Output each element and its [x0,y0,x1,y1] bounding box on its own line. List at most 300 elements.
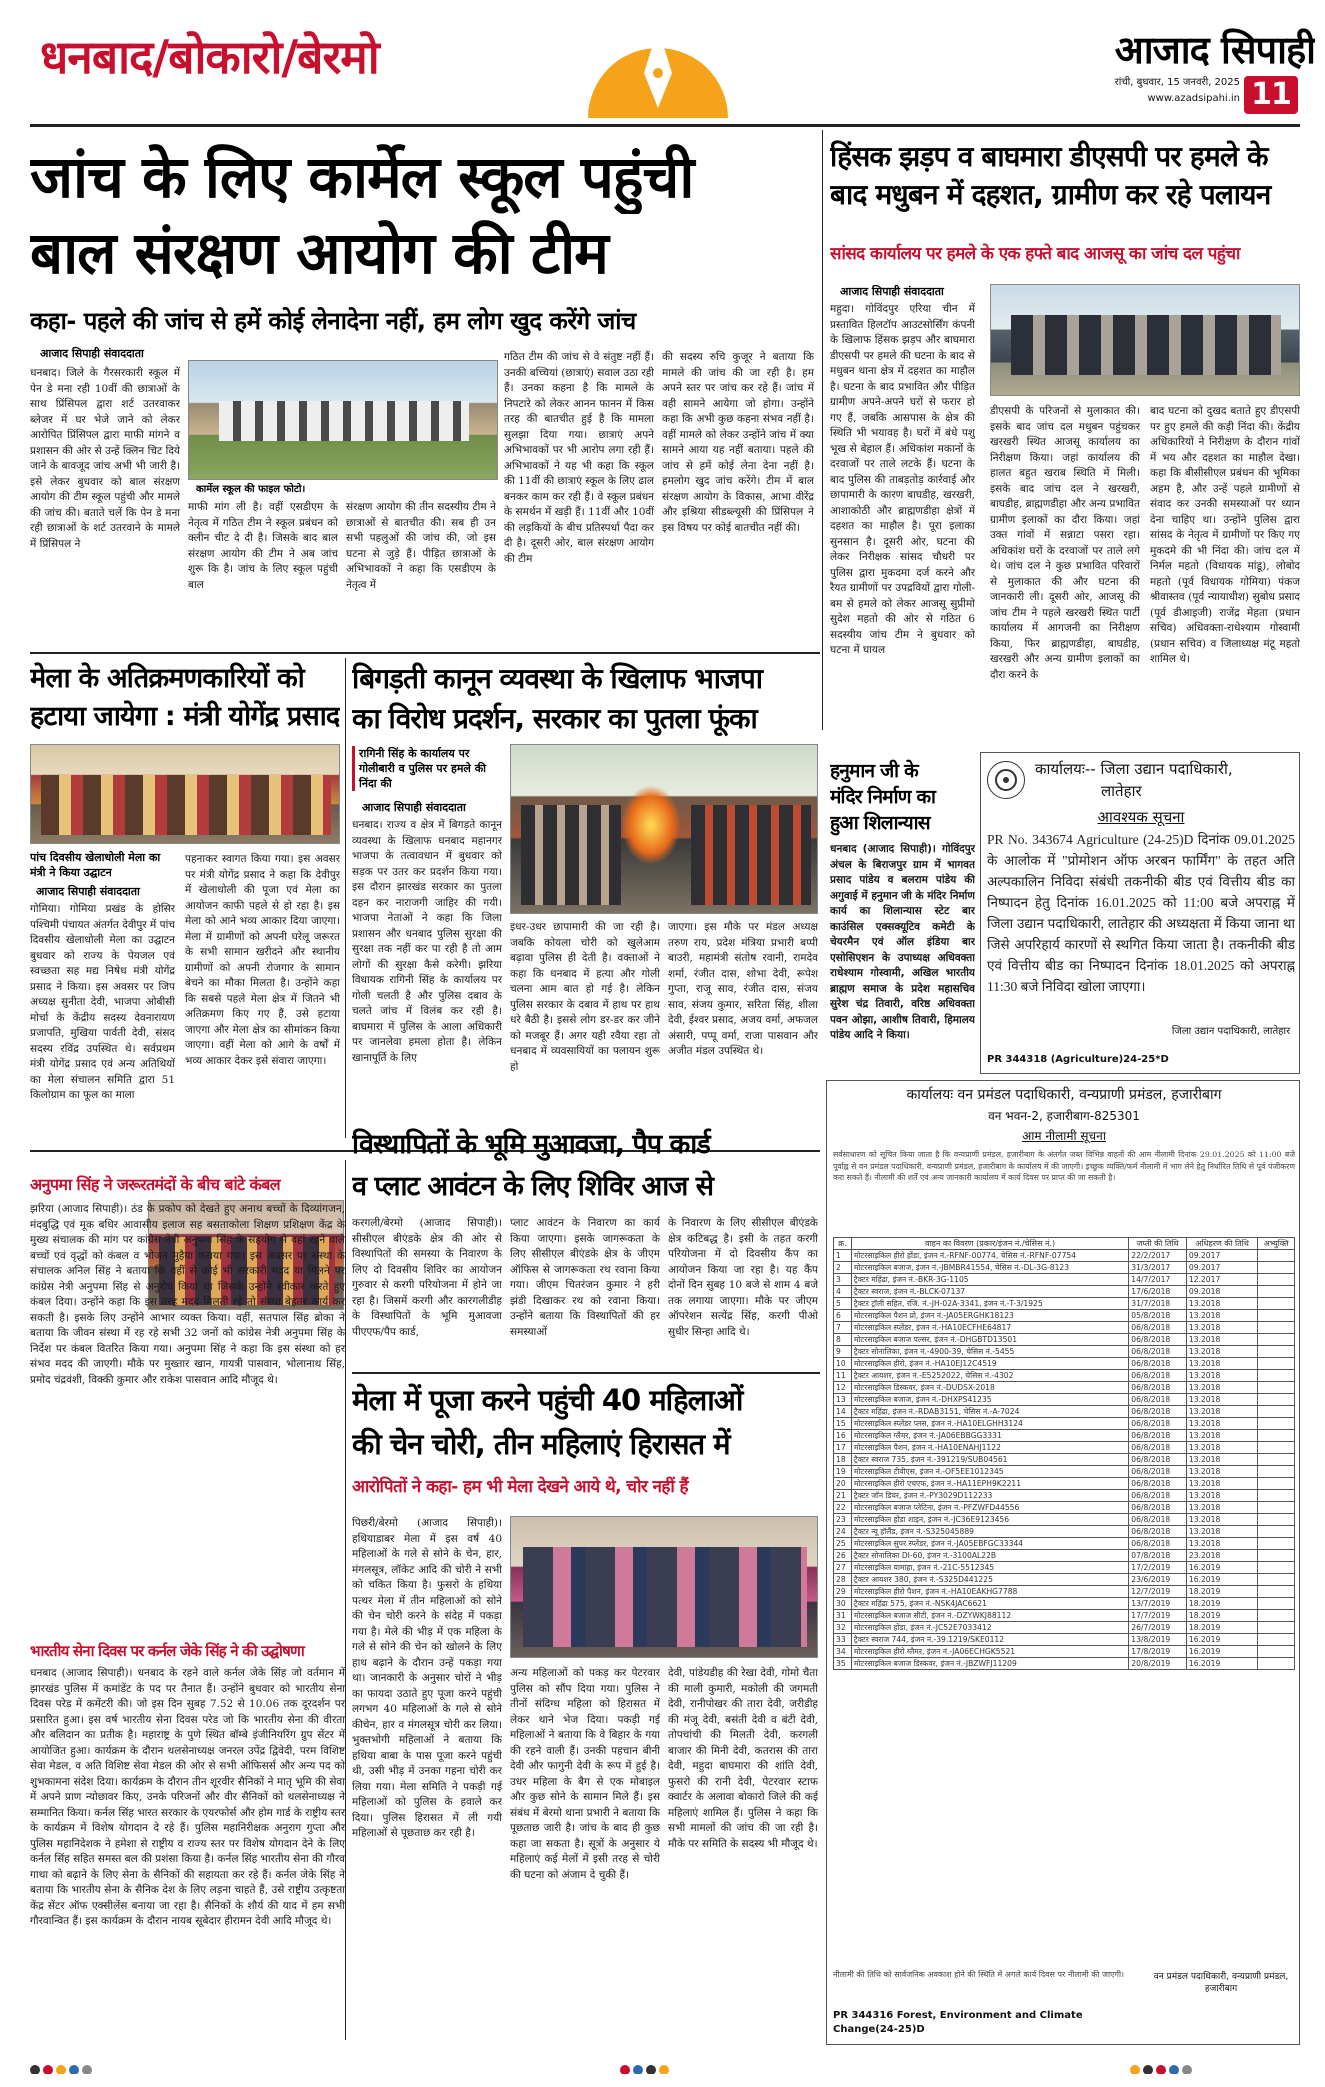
table-cell: 21 [834,1490,852,1502]
chain-col2: अन्य महिलाओं को पकड़ कर पेटरवार पुलिस को सौंप दिया गया। पुलिस ने तीनों संदिग्ध महिला को हिरासत में लेकर थाने भेज दिया। पकड़ी गई महिलाओं ने बताया कि वे बिहार के गया की रहने वाली हैं। उनकी पहचान बीनी देवी और फागुनी देवी के रूप में हुई है। उधर महिला के बैग से एक मोबाइल और कुछ सोने के सामान मिले हैं। इस संबंध में बेरमो थाना प्रभारी ने बताया कि पूछताछ जारी है। जांच के बाद ही कुछ कहा जा सकता है। सूत्रों के अनुसार ये महिलाएं कई मेलों में इसी तरह से चोरी की घटना को अंजाम दे चुकी हैं। [510,1667,660,1881]
auction-intro: सर्वसाधारण को सूचित किया जाता है कि वन्यप्राणी प्रमंडल, हजारीबाग के अंतर्गत जब्त विभिन्न वाहनों की आम नीलामी दिनांक 29.01.2025 को 11:00 बजे पूर्वाह्न से वन प्रमंडल पदाधिकारी, वन्यप्राणी प्रमंडल, हजारीबाग के कार्यालय में की जाएगी। इच्छुक व्यक्ति/फर्म नीलामी में भाग लेने हेतु निर्धारित तिथि से पूर्व पंजीकरण करा सकते हैं। नीलामी की शर्तें एवं अन्य जानकारी कार्यालय में कार्य दिवस पर प्राप्त की जा सकती है। [833,1150,1295,1182]
table-cell [1258,1502,1295,1514]
table-cell: ट्रैक्टर ट्रॉली सहित, रजि. नं.-JH-02A-3341, इंजन नं.-T-3/1925 [851,1298,1128,1310]
auction-pr-number: PR 344316 Forest, Environment and Climate Change(24-25)D [833,2010,1083,2035]
table-cell [1258,1454,1295,1466]
bjp-headline-line2: का विरोध प्रदर्शन, सरकार का पुतला फूंका [352,702,757,735]
auction-address: वन भवन-2, हजारीबाग-825301 [988,1109,1140,1123]
table-cell [1258,1550,1295,1562]
camp-headline-line2: व प्लाट आवंटन के लिए शिविर आज से [352,1171,713,1202]
table-cell: 13.2018 [1186,1358,1257,1370]
table-row [834,1646,1295,1658]
hanuman-headline-line3: हुआ शिलान्यास [830,812,930,834]
table-cell: 17/8/2019 [1129,1646,1187,1658]
auction-header-cell: अभ्युक्ति [1258,1238,1295,1250]
table-row [834,1370,1295,1382]
table-cell [1258,1430,1295,1442]
table-cell: 06/8/2018 [1129,1430,1187,1442]
table-cell: 28 [834,1574,852,1586]
hanuman-headline-line2: मंदिर निर्माण का [830,786,936,808]
notice-body: PR No. 343674 Agriculture (24-25)D दिनांक 09.01.2025 के आलोक में "प्रोमोशन ऑफ अरबन फार्मिंग" के तहत अति अल्पकालिन निविदा संबंधी तकनीकी बीड एवं वित्तीय बीड का निष्पादन हेतु दिनांक 16.01.2025 को 11:00 बजे अपराह्न में जिला उद्यान पदाधिकारी, लातेहार की अध्यक्षता में किया जाना था जिसे अपरिहार्य कारणों से स्थगित किया जाता है। तकनीकी बीड एवं वित्तीय बीड का निष्पादन दिनांक 18.01.2025 को अपराह्न 11:30 बजे निविदा खोला जाएगा। [987,832,1295,994]
probe-team-photo [990,284,1300,396]
table-cell: मोटरसाइकिल बजाज डिस्कवर, इंजन नं.-JBZWFJ11209 [851,1658,1128,1670]
table-cell: 06/8/2018 [1129,1502,1187,1514]
table-cell [1258,1346,1295,1358]
table-cell: 3 [834,1274,852,1286]
table-cell: 13.2018 [1186,1418,1257,1430]
table-cell: 13.2018 [1186,1454,1257,1466]
table-cell: मोटरसाइकिल टीवीएस, इंजन नं.-OF5EE1012345 [851,1466,1128,1478]
table-cell: 13/7/2019 [1129,1598,1187,1610]
table-cell: 6 [834,1310,852,1322]
table-cell: 34 [834,1646,852,1658]
chain-headline-line1: मेला में पूजा करने पहुंची 40 महिलाओं [352,1383,743,1417]
table-cell [1258,1394,1295,1406]
table-cell [1258,1622,1295,1634]
table-cell: 17 [834,1442,852,1454]
table-cell: 06/8/2018 [1129,1406,1187,1418]
table-cell: 18.2019 [1186,1598,1257,1610]
auction-notice [826,1080,1300,2045]
table-cell [1258,1574,1295,1586]
table-cell: 13.2018 [1186,1382,1257,1394]
table-cell [1258,1418,1295,1430]
table-cell: 9 [834,1346,852,1358]
table-cell [1258,1382,1295,1394]
table-cell: 11 [834,1370,852,1382]
notice-district: लातेहार [1101,782,1142,800]
notice-pr-number: PR 344318 (Agriculture)24-25*D [987,1054,1169,1065]
table-cell: मोटरसाइकिल यामाहा, इंजन नं.-21C-5512345 [851,1562,1128,1574]
table-cell [1258,1610,1295,1622]
table-cell: मोटरसाइकिल हीरो होंडा, इंजन नं.-RFNF-00774, चेसिस नं.-RFNF-07754 [851,1250,1128,1262]
footer-dots-left [30,2060,230,2074]
table-cell: 16.2019 [1186,1562,1257,1574]
table-cell: 17/2/2019 [1129,1562,1187,1574]
table-cell: 1 [834,1250,852,1262]
table-cell: 16.2019 [1186,1646,1257,1658]
table-cell [1258,1334,1295,1346]
table-cell [1258,1646,1295,1658]
table-cell: 16 [834,1430,852,1442]
mela-col1: गोमिया। गोमिया प्रखंड के होसिर पश्चिमी पंचायत अंतर्गत देवीपुर में पांच दिवसीय खेलाधोली मेला का उद्घाटन बुधवार को राज्य के पेयजल एवं स्वच्छता सह मद्य निषेध मंत्री योगेंद्र प्रसाद ने किया। इस अवसर पर जिप अध्यक्ष सुनीता देवी, भाजपा ओबीसी मोर्चा के केंद्रीय सदस्य देवनारायण प्रजापति, मुखिया पार्वती देवी, संसद सदस्य रविंद्र उपस्थित थे। सर्वप्रथम मंत्री योगेंद्र प्रसाद एवं अन्य अतिथियों का मेला संचालन समिति द्वारा 51 किलोग्राम का फूल का माला [30,903,175,1101]
table-cell: 23/6/2019 [1129,1574,1187,1586]
table-cell: 13.2018 [1186,1298,1257,1310]
table-cell [1258,1514,1295,1526]
table-cell: मोटरसाइकिल हीरो पैशन, इंजन नं.-HA10EAKHG7788 [851,1586,1128,1598]
table-cell: 18 [834,1454,852,1466]
table-row [834,1442,1295,1454]
bjp-col3: जाएगा। इस मौके पर मंडल अध्यक्ष तरुण राय, प्रदेश मंत्रिया प्रभारी बप्पी बाउरी, महामंत्री संतोष रवानी, रामदेव शर्मा, रंजीत दास, शोभा देवी, रूपेश गुप्ता, राजू साव, रंजीत दास, संजय साव, संजय कुमार, सरिता सिंह, शीला देवी, ईश्वर प्रसाद, अजय वर्मा, अफजल अंसारी, पप्पू वर्मा, राजा पासवान और अजीत मंडल उपस्थित थे। [668,921,818,1057]
lead-col3: संरक्षण आयोग की तीन सदस्यीय टीम ने छात्राओं से बातचीत की। सब ही उन सभी पहलुओं की जांच की, जो इस घटना से जुड़े हैं। पीड़ित छात्राओं के अभिभावकों ने कहा कि एसडीएम के नेतृत्व में [346,501,496,591]
table-cell: 18.2019 [1186,1622,1257,1634]
right-lead-deck: सांसद कार्यालय पर हमले के एक हफ्ते बाद आजसू का जांच दल पहुंचा [830,244,1240,264]
table-cell: 22/2/2017 [1129,1250,1187,1262]
mela-headline-line2: हटाया जायेगा : मंत्री योगेंद्र प्रसाद [30,701,340,732]
table-cell: मोटरसाइकिल सुपर स्प्लेंडर, इंजन नं.-JA05EBFGC33344 [851,1538,1128,1550]
table-row [834,1622,1295,1634]
masthead-rule [30,124,1300,127]
table-cell: 14 [834,1406,852,1418]
table-cell [1258,1478,1295,1490]
table-cell: 13.2018 [1186,1334,1257,1346]
table-row [834,1502,1295,1514]
table-cell: 13.2018 [1186,1526,1257,1538]
table-cell: 06/8/2018 [1129,1526,1187,1538]
lead-deck: कहा- पहले की जांच से हमें कोई लेनादेना नहीं, हम लोग खुद करेंगे जांच [30,307,636,335]
camp-col3: के निवारण के लिए सीसीएल बीएंडके क्षेत्र कटिबद्ध है। इसी के तहत करगी परियोजना में दो दिवसीय कैंप का आयोजन किया जा रहा है। यह कैंप दोनों दिन सुबह 10 बजे से शाम 4 बजे तक लगाया जाएगा। मौके पर जीएम ऑपरेशन सत्येंद्र सिंह, करगी पीओ सुधीर सिन्हा आदि थे। [668,1217,818,1338]
table-cell: 06/8/2018 [1129,1514,1187,1526]
table-cell: 31 [834,1610,852,1622]
chain-headline-line2: की चेन चोरी, तीन महिलाएं हिरासत में [352,1427,730,1461]
notice-office: कार्यालयः-- जिला उद्यान पदाधिकारी, [1035,760,1233,778]
table-row [834,1382,1295,1394]
table-cell: 09.2017 [1186,1250,1257,1262]
mela-col2: पहनाकर स्वागत किया गया। इस अवसर पर मंत्री योगेंद्र प्रसाद ने कहा कि देवीपुर में खेलाधोली की पूजा एवं मेला का आयोजन काफी पहले से हो रहा है। इस मेला को आने भव्य आकार दिया जाएगा। मेला में ग्रामीणों को अपनी घरेलू जरूरत के सभी सामान खरीदने और स्थानीय ग्रामीणों को अपनी रोजगार के सामान बेचने का मौका मिलता है। उन्होंने कहा कि सबसे पहले मेला क्षेत्र में जितने भी अतिक्रमण किए गए हैं, उसे हटाया जाएगा और मेला क्षेत्र का सीमांकन किया जाएगा। वहीं मेला को आगे के वर्षों में भव्य आकार देकर इसे संवारा जाएगा। [185,853,340,1067]
table-cell: ट्रैक्टर महिंद्रा, इंजन नं.-BKR-3G-1105 [851,1274,1128,1286]
table-row [834,1310,1295,1322]
table-row [834,1322,1295,1334]
website: www.azadsipahi.in [1147,93,1240,104]
camp-headline-line1: विस्थापितों के भूमि मुआवजा, पैप कार्ड [352,1129,710,1160]
table-cell: 06/8/2018 [1129,1322,1187,1334]
table-cell [1258,1274,1295,1286]
table-cell: 05/8/2018 [1129,1310,1187,1322]
sena-body: धनबाद (आजाद सिपाही)। धनबाद के रहने वाले कर्नल जेके सिंह जो वर्तमान में झारखंड पुलिस में कमांडेंट के पद पर तैनात हैं। उन्होंने बुधवार को भारतीय सेना दिवस परेड में कमेंटरी की। जो इस दिन सुबह 7.52 से 10.06 तक दूरदर्शन पर प्रसारित हुआ। इस वर्ष भारतीय सेना दिवस परेड जो कि भारतीय सेना की वीरता और बलिदान का प्रतीक है। महाराष्ट्र के पुणे स्थित बॉम्बे इंजीनियरिंग ग्रुप सेंटर में आयोजित हुआ। कार्यक्रम के दौरान थलसेनाध्यक्ष जनरल उपेंद्र द्विवेदी, परम विशिष्ट सेवा मेडल, व अति विशिष्ट सेवा मेडल की ओर से सभी ऑफिसर्स और अन्य पद को शुभकामना संदेश दिया। कार्यक्रम के दौरान तीन शूरवीर सैनिकों ने मातृ भूमि की सेवा में अपने प्राण न्योछावर किए, उनके परिजनों और वीर सैनिकों को थलसेनाध्यक्ष ने सम्मानित किया। कर्नल सिंह भारत सरकार के एयरफोर्स और होम गार्ड के राष्ट्रीय स्तर के कार्यक्रम में विशेष योगदान दे रहे हैं। पुलिस महानिरीक्षक अनुराग गुप्ता और पुलिस महानिदेशक ने हमेशा से राष्ट्रीय व राज्य स्तर पर विशेष योगदान देने के लिए कर्नल सिंह सहित समस्त बल की प्रशंसा किया है। कर्नल सिंह भारतीय सेना की गौरव गाथा को बढ़ाने के लिए सेना के सैनिकों की सहायता कर रहे हैं। कर्नल जेके सिंह ने बताया कि भारतीय सेना के सैनिक देश के लिए लड़ना चाहते हैं, उसे राष्ट्रीय उत्कृष्टता केंद्र सेंटर ऑफ एक्सीलेंस बनाया जा रहा है। सैनिकों के शौर्य की याद में हम सभी गौरवान्वित हैं। इस कार्यक्रम के दौरान नायब सूबेदार हीरामन देवी आदि मौजूद थे। [30,1667,345,1927]
table-cell: 06/8/2018 [1129,1442,1187,1454]
table-cell [1258,1286,1295,1298]
auction-header-cell: जप्ती की तिथि [1129,1238,1187,1250]
table-cell: 06/8/2018 [1129,1346,1187,1358]
lead-headline-line2: बाल संरक्षण आयोग की टीम [30,219,608,287]
right-lead-col2: डीएसपी के परिजनों से मुलाकात की। इसके बाद जांच दल मधुबन पहुंचकर खरखरी स्थित आजसू कार्यालय का निरीक्षण किया। जहां कार्यालय की हालत बहुत खराब स्थिति में मिली। इसके बाद जांच दल ने खरखरी, बाघडीह, ब्राह्मणडीहा और अन्य प्रभावित ग्रामीण इलाकों का दौरा किया। जहां उक्त गांवों में सन्नाटा पसरा रहा। अधिकांश घरों के दरवाजों पर ताले लगे थे। जांच दल ने कुछ प्रभावित परिवारों से मुलाकात की और घटना की जानकारी ली। दूसरी ओर, आजसू की जांच टीम ने पहले खरखरी स्थित पार्टी कार्यालय में आगजनी का निरीक्षण किया, फिर ब्राह्मणडीहा, बाघडीह, खरखरी और अन्य ग्रामीण इलाकों का दौरा करने के [990,405,1140,681]
table-cell: 33 [834,1634,852,1646]
column-divider-2 [345,658,346,1138]
table-cell: 7 [834,1322,852,1334]
table-cell: 17/6/2018 [1129,1286,1187,1298]
table-cell: 06/8/2018 [1129,1334,1187,1346]
table-cell: 19 [834,1466,852,1478]
table-cell: 13.2018 [1186,1502,1257,1514]
auction-remark: नीलामी की तिथि को सार्वजनिक अवकाश होने की स्थिति में अगले कार्य दिवस पर नीलामी की जाएगी। [833,1970,1125,1979]
hanuman-headline-line1: हनुमान जी के [830,760,918,782]
table-row [834,1358,1295,1370]
table-row [834,1418,1295,1430]
table-cell: 20/8/2019 [1129,1658,1187,1670]
mela-headline-line1: मेला के अतिक्रमणकारियों को [30,663,304,694]
table-row [834,1334,1295,1346]
table-cell: 13.2018 [1186,1370,1257,1382]
table-row [834,1658,1295,1670]
table-cell [1258,1490,1295,1502]
table-row [834,1262,1295,1274]
table-cell: ट्रैक्टर सोनालिका DI-60, इंजन नं.-3100AL22B [851,1550,1128,1562]
table-cell: 35 [834,1658,852,1670]
column-divider-3 [345,1160,346,2040]
table-cell: 17/7/2019 [1129,1610,1187,1622]
lead-byline: आजाद सिपाही संवाददाता [40,347,144,360]
table-cell [1258,1322,1295,1334]
auction-table [833,1237,1295,1962]
table-cell: ट्रैक्टर सोनालिका, इंजन नं.-4900-39, चेसिस नं.-5455 [851,1346,1128,1358]
table-cell [1258,1262,1295,1274]
table-cell: 06/8/2018 [1129,1418,1187,1430]
lead-col4: गठित टीम की जांच से वे संतुष्ट नहीं हैं। उनकी बच्चियां (छात्राएं) सवाल उठा रही हैं। उनका कहना है कि मामले के निपटारे को लेकर आनन फानन में किस तरह की बातचीत हुई है कि मामला सुलझा दिया गया। छात्राएं अपने अभिभावकों पर भी आरोप लगा रही हैं। अभिभावकों ने यह भी कहा कि स्कूल की 11वीं की छात्राएं स्कूल के लिए ढाल बनकर काम कर रही हैं। वे स्कूल प्रबंधन के समर्थन में खड़ी हैं। 11वीं और 10वीं की लड़कियों के बीच प्रतिस्पर्धा पैदा कर दी है। दूसरी ओर, बाल संरक्षण आयोग की टीम [504,351,654,565]
table-cell: 06/8/2018 [1129,1538,1187,1550]
right-lead-headline-line2: बाद मधुबन में दहशत, ग्रामीण कर रहे पलायन [830,178,1271,211]
table-cell: 13.2018 [1186,1466,1257,1478]
right-lead-headline-line1: हिंसक झड़प व बाघमारा डीएसपी पर हमले के [830,140,1268,173]
auction-title: आम नीलामी सूचना [1022,1129,1106,1143]
table-cell: 13.2018 [1186,1478,1257,1490]
dateline: रांची, बुधवार, 15 जनवरी, 2025 [1114,77,1240,88]
table-cell: मोटरसाइकिल बजाज सीटी, इंजन नं.-DZYWKJ88112 [851,1610,1128,1622]
table-cell: ट्रैक्टर आयशर 380, इंजन नं.-S325D441225 [851,1574,1128,1586]
horticulture-notice [980,752,1300,1074]
notice-signature: जिला उद्यान पदाधिकारी, लातेहार [1171,1026,1291,1037]
table-row [834,1550,1295,1562]
table-row [834,1574,1295,1586]
hanuman-body: धनबाद (आजाद सिपाही)। गोविंदपुर अंचल के बिराजपुर ग्राम में भागवत प्रसाद पांडेय व बलराम पांडेय की अगुवाई में हनुमान जी के मंदिर निर्माण कार्य का शिलान्यास स्टेट बार काउंसिल एक्सक्यूटिव कमेटी के चेयरमैन एवं ऑल इंडिया बार एसोसिएशन के उपाध्यक्ष अधिवक्ता राधेश्याम गोस्वामी, अखिल भारतीय ब्राह्मण समाज के प्रदेश महासचिव सुरेश चंद्र तिवारी, वरिष्ठ अधिवक्ता पवन ओझा, आशीष तिवारी, हिमालय पांडेय आदि ने किया। [830,843,975,1041]
table-cell: 13.2018 [1186,1346,1257,1358]
brand-name: आजाद सिपाही [1114,28,1315,72]
table-cell [1258,1250,1295,1262]
table-cell: मोटरसाइकिल बजाज, इंजन नं.-JBMBR41554, चेसिस नं.-DL-3G-8123 [851,1262,1128,1274]
table-cell [1258,1538,1295,1550]
table-cell: 18.2019 [1186,1610,1257,1622]
table-cell [1258,1442,1295,1454]
table-cell [1258,1406,1295,1418]
table-cell: 8 [834,1334,852,1346]
lead-col5: की सदस्य रुचि कुजूर ने बताया कि मामले की जांच की जा रही है। हम अपने स्तर पर जांच कर रहे हैं। जांच में वही सामने आयेगा जो होगा। उन्होंने कहा कि अभी कुछ कहना संभव नहीं है। वहीं मामले को लेकर उन्होंने जांच में क्या सामने आया यह नहीं बताया। पहले की जांच से हमें कोई लेना देना नहीं है। हमलोग खुद जांच करेंगे। टीम में बाल संरक्षण आयोग के विकास, आभा वीरेंद्र और इश्रिया सीडब्ल्यूसी की प्रिंसिपल ने इस विषय पर कोई बातचीत नहीं की। [662,351,814,534]
chain-col1: पिछरी/बेरमो (आजाद सिपाही)। हथियाडाबर मेला में इस वर्ष 40 महिलाओं के गले से सोने के चेन, हार, मंगलसूत्र, लॉकेट आदि की चोरी ने सभी को चकित किया है। फुसरो के हथिया पत्थर मेला में तीन महिलाओं को सोने की चेन चोरी करने के संदेह में पकड़ा गया है। मेले की भीड़ में एक महिला के गले से सोने की चेन को खोलने के लिए हाथ बढ़ाने के दौरान उन्हें पकड़ा गया था। जानकारी के अनुसार चोरों ने भीड़ का फायदा उठाते हुए पूजा करने पहुंची लगभग 40 महिलाओं के गले से सोने कीचेन, हार व मंगलसूत्र चोरी कर लिया। भुक्तभोगी महिलाओं ने बताया कि हथिया बाबा के पास पूजा करने पहुंची थी, उसी भीड़ में उनका गहना चोरी कर लिया गया। मेला समिति ने पकड़ी गई महिलाओं को पुलिस के हवाले कर दिया। पुलिस हिरासत में ली गयी महिलाओं से पूछताछ कर रही है। [352,1517,502,1839]
table-row [834,1586,1295,1598]
table-cell: 29 [834,1586,852,1598]
table-cell: 5 [834,1298,852,1310]
table-cell: ट्रैक्टर आयशर, इंजन नं.-E5252022, चेसिस नं.-4302 [851,1370,1128,1382]
govt-emblem [987,761,1025,799]
auction-header-cell: वाहन का विवरण (प्रकार/इंजन नं./चेसिस नं.) [851,1238,1128,1250]
table-cell: ट्रैक्टर स्वराज 744, इंजन नं.-39.1219/SKE0112 [851,1634,1128,1646]
table-cell [1258,1634,1295,1646]
chain-col3: देवी, पांडेयडीह की रेखा देवी, गोमो चैता की माली कुमारी, मकोली की जगमती देवी, रानीपोखर की तारा देवी, जरीडीह की मंजू देवी, बसंती देवी व बंटी देवी, तोपचांची की मिलती देवी, करगली बाजार की मिनी देवी, कतरास की तारा देवी, महुदा बाघमारा की शांति देवी, फुसरो की रानी देवी, पेटरवार स्टाफ क्वार्टर के अलावा बोकारो जिले की कई महिलाएं शामिल हैं। पुलिस ने कहा कि सभी मामलों की जांच की जा रही है। मौके पर समिति के सदस्य भी मौजूद थे। [668,1667,818,1850]
section-rule-1 [30,652,820,654]
table-cell: 12 [834,1382,852,1394]
table-row [834,1286,1295,1298]
anupama-body: झरिया (आजाद सिपाही)। ठंड के प्रकोप को देखते हुए अनाथ बच्चों के दिव्यांगजन, मंदबुद्धि एवं मूक बधिर आवासीय इलाज सह बसताकोला शिक्षण प्रशिक्षण केंद्र के मुख्य संचालक की मांग पर कांग्रेस नेत्री अनुपमा सिंह के सहयोग से वहां रहने वाले बच्चों एवं वृद्धों को कंबल व भोजन मुहैया कराया गया। इस अवसर पर संस्था के संचालक अनिल सिंह ने बताया कि वहीं से कोई भी सरकारी मदद या मिलने पर कांग्रेस नेत्री अनुपमा सिंह से अनुरोध किया था जिसके उन्होंने स्वीकार करते हुए कंबल दिया। उन्होंने कहा कि इस तरह मदद मिलती रहे तो संस्था बेहतर कार्य कर सकती है। इसके लिए उन्होंने आभार व्यक्त किया। वहीं, सतपाल सिंह ब्रोका ने बताया कि जीवन संस्था में रह रहे सभी 32 जनों को कांग्रेस नेत्री अनुपमा सिंह के निर्देश पर कंबल वितरित किया गया। अनुपमा सिंह ने कहा कि इस संस्था को हर संभव मदद की जाएगी। मौके पर मुख्तार खान, गायत्री पासवान, भोलानाथ सिंह, प्रमोद चंद्रवंशी, विक्की कुमार और राकेश पासवान आदि मौजूद थे। [30,1203,345,1386]
section-title: धनबाद/बोकारो/बेरमो [40,30,379,84]
table-row [834,1454,1295,1466]
column-divider [822,130,823,730]
table-cell: 32 [834,1622,852,1634]
sena-headline: भारतीय सेना दिवस पर कर्नल जेके सिंह ने की उद्घोषणा [30,1642,304,1660]
bjp-headline-line1: बिगड़ती कानून व्यवस्था के खिलाफ भाजपा [352,662,762,695]
bjp-col1: धनबाद। राज्य व क्षेत्र में बिगड़ते कानून व्यवस्था के खिलाफ धनबाद महानगर भाजपा के तत्वावधान में बुधवार को सड़क पर उतर कर प्रदर्शन किया गया। इस दौरान झारखंड सरकार का पुतला दहन कर नाराजगी जाहिर की गयी। भाजपा नेताओं ने कहा कि जिला प्रशासन और धनबाद पुलिस सुरक्षा की सुरक्षा तक नहीं कर पा रही है तो आम लोगों की सुरक्षा कैसे करेगी। झरिया विधायक रागिनी सिंह के कार्यालय पर गोली चलती है और पुलिस दबाव के चलते जांच में विलंब कर रही है। बाघमारा में पुलिस के आला अधिकारी पर जानलेवा हमला होता है। लेकिन खानापूर्ति के लिए [352,819,502,1064]
table-row [834,1430,1295,1442]
table-cell: 13.2018 [1186,1430,1257,1442]
chain-deck: आरोपितों ने कहा- हम भी मेला देखने आये थे, चोर नहीं हैं [352,1477,688,1497]
mela-photo-caption: पांच दिवसीय खेलाधोली मेला का मंत्री ने किया उद्घाटन [30,851,161,879]
table-cell: 07/8/2018 [1129,1550,1187,1562]
table-cell: ट्रैक्टर महिंद्रा 575, इंजन नं.-NSK4JAC6621 [851,1598,1128,1610]
table-cell: 20 [834,1478,852,1490]
table-cell: 12/7/2019 [1129,1586,1187,1598]
table-cell: 06/8/2018 [1129,1358,1187,1370]
table-cell [1258,1298,1295,1310]
effigy-burning-photo [510,744,818,914]
table-row [834,1610,1295,1622]
bjp-col2: इधर-उधर छापामारी की जा रही है। जबकि कोयला चोरी को खुलेआम बढ़ावा पुलिस ही देती है। वक्ताओं ने कहा कि धनबाद में हत्या और गोली चलना आम बात हो गई है। लेकिन पुलिस सरकार के दबाव में हाथ पर हाथ धरे बैठी है। इससे लोग डर-डर कर जीने को मजबूर हैं। अगर यही रवैया रहा तो धनबाद में व्यवसायियों का पलायन शुरू हो [510,921,660,1073]
table-row [834,1346,1295,1358]
table-cell [1258,1466,1295,1478]
table-cell: 24 [834,1526,852,1538]
table-cell: 16.2019 [1186,1634,1257,1646]
table-cell: 23 [834,1514,852,1526]
table-cell: मोटरसाइकिल ग्लैमर, इंजन नं.-JA06EBBGG3331 [851,1430,1128,1442]
table-cell: 06/8/2018 [1129,1478,1187,1490]
table-cell: 06/8/2018 [1129,1370,1187,1382]
table-cell: मोटरसाइकिल होंडा, इंजन नं.-JC52E7033412 [851,1622,1128,1634]
table-cell [1258,1310,1295,1322]
table-cell: 13.2018 [1186,1442,1257,1454]
table-cell: 13/8/2019 [1129,1634,1187,1646]
table-row [834,1250,1295,1262]
table-cell: 26/7/2019 [1129,1622,1187,1634]
table-cell: मोटरसाइकिल बजाज प्लेटिना, इंजन नं.-PFZWFD44556 [851,1502,1128,1514]
table-cell: 13.2018 [1186,1322,1257,1334]
anupama-headline: अनुपमा सिंह ने जरूरतमंदों के बीच बांटे कंबल [30,1175,280,1194]
table-cell: 06/8/2018 [1129,1454,1187,1466]
table-cell: 13.2018 [1186,1394,1257,1406]
detained-women-photo [510,1516,818,1658]
table-row [834,1538,1295,1550]
table-cell: मोटरसाइकिल डिस्कवर, इंजन नं.-DUDSX-2018 [851,1382,1128,1394]
table-cell: 25 [834,1538,852,1550]
table-cell: 23.2018 [1186,1550,1257,1562]
table-cell [1258,1526,1295,1538]
table-cell: 31/3/2017 [1129,1262,1187,1274]
notice-title: आवश्यक सूचना [1097,808,1185,826]
table-cell [1258,1562,1295,1574]
table-cell: 16.2019 [1186,1574,1257,1586]
table-cell: मोटरसाइकिल स्प्लेंडर, इंजन नं.-HA10ECFHE64817 [851,1322,1128,1334]
table-cell: 13.2018 [1186,1310,1257,1322]
table-cell: मोटरसाइकिल बजाज पल्सर, इंजन नं.-DHGBTD13501 [851,1334,1128,1346]
table-cell: मोटरसाइकिल हीरो एचएफ, इंजन नं.-HA11EPH9K2211 [851,1478,1128,1490]
section-rule-3 [352,1372,820,1374]
table-cell: 06/8/2018 [1129,1394,1187,1406]
table-cell: 26 [834,1550,852,1562]
table-cell: 4 [834,1286,852,1298]
table-cell: 14/7/2017 [1129,1274,1187,1286]
table-cell [1258,1358,1295,1370]
table-cell: 15 [834,1418,852,1430]
table-cell: 27 [834,1562,852,1574]
right-lead-col1: महुदा। गोविंदपुर एरिया चीन में प्रस्तावित हिलटॉप आउटसोर्सिंग कंपनी के खिलाफ हिंसक झड़प और बाघमारा डीएसपी पर हमले की घटना के बाद से मधुबन थाना क्षेत्र में दहशत का माहौल है। घटना के बाद प्रभावित और पीड़ित ग्रामीण अपने-अपने घरों से फरार हो गए हैं, जबकि आसपास के क्षेत्र की स्थिति भी भयावह है। घरों में बंधे पशु भूख से बेहाल हैं। अधिकांश मकानों के दरवाजों पर ताले लटके हैं। घटना के बाद पुलिस की ताबड़तोड़ कार्रवाई और छापामारी के कारण बाघडीह, खरखरी, आशाकोठी और ब्राह्मणडीहा क्षेत्रों में दहशत का माहौल है। पूरा इलाका सुनसान है। दूसरी ओर, घटना की लेकर निरीक्षक सांसद चौधरी पर पुलिस द्वारा मुकदमा दर्ज करने और रैयत ग्रामीणों पर उपद्रवियों द्वारा गोली-बम से हमले को लेकर आजसू सुप्रीमो सुदेश महतो की ओर से गठित 6 सदस्यीय जांच टीम ने बुधवार को घटना में घायल [830,303,975,656]
table-cell: 06/8/2018 [1129,1466,1187,1478]
table-row [834,1526,1295,1538]
auction-header-cell: अधिहरण की तिथि [1186,1238,1257,1250]
table-row [834,1478,1295,1490]
footer-dots-right [1130,2060,1300,2074]
table-row [834,1298,1295,1310]
lead-headline-line1: जांच के लिए कार्मेल स्कूल पहुंची [30,143,694,211]
table-cell: मोटरसाइकिल बजाज, इंजन नं.-DHXPS41235 [851,1394,1128,1406]
table-cell: 10 [834,1358,852,1370]
table-row [834,1634,1295,1646]
table-cell: 18.2019 [1186,1586,1257,1598]
table-cell: 2 [834,1262,852,1274]
auction-signature: वन प्रमंडल पदाधिकारी, वन्यप्राणी प्रमंडल, हजारीबाग [1153,1972,1289,1994]
table-cell: ट्रैक्टर स्वराज, इंजन नं.-BLCK-07137 [851,1286,1128,1298]
table-cell: 13.2018 [1186,1490,1257,1502]
table-row [834,1598,1295,1610]
table-cell: 13.2018 [1186,1538,1257,1550]
table-cell: मोटरसाइकिल पैशन प्रो, इंजन नं.-JA05ERGHK18123 [851,1310,1128,1322]
table-row [834,1490,1295,1502]
right-lead-col3: बाद घटना को दुखद बताते हुए डीएसपी पर हुए हमले की कड़ी निंदा की। केंद्रीय अधिकारियों ने निरीक्षण के दौरान गांवों में भय और दहशत का माहौल देखा। कहा कि बीसीसीएल प्रबंधन की भूमिका अहम है, और उन्हें पहले ग्रामीणों से संवाद कर उनकी समस्याओं पर ध्यान देना चाहिए था। उन्होंने पुलिस द्वारा सांसद के नेतृत्व में ग्रामीणों पर किए गए मुकदमे की भी निंदा की। जांच दल में निर्मल महतो (विधायक मांडू), लोबोद महतो (पूर्व विधायक गोमिया) पंकज श्रीवास्तव (पूर्व न्यायाधीश) सुबोध प्रसाद (पूर्व डीआइजी) राजेंद्र मेहता (प्रधान सचिव) अधिवक्ता-राधेश्याम गोस्वामी (प्रधान सचिव) व जिलाध्यक्ष मंटू महतो शामिल थे। [1150,405,1300,665]
camp-col1: करगली/बेरमो (आजाद सिपाही)। सीसीएल बीएंडके क्षेत्र की ओर से विस्थापितों की समस्या के निवारण के लिए दो दिवसीय शिविर का आयोजन गुरुवार से करगी परियोजना में होने जा रहा है। जिसमें करगी और कारगलीडीह के विस्थापितों के भूमि मुआवजा पीएएफ/पैप कार्ड, [352,1217,502,1338]
table-cell: मोटरसाइकिल पैशन, इंजन नं.-HA10ENAHJ1122 [851,1442,1128,1454]
lead-col2: माफी मांग ली है। वहीं एसडीएम के नेतृत्व में गठित टीम ने स्कूल प्रबंधन को क्लीन चीट दे दी है। जिसके बाद बाल संरक्षण आयोग की टीम ने अब जांच शुरू कि है। जांच के लिए स्कूल पहुंची बाल [188,501,338,591]
table-row [834,1394,1295,1406]
school-photo-caption: कार्मेल स्कूल की फाइल फोटो। [196,484,306,495]
table-cell: 30 [834,1598,852,1610]
table-row [834,1562,1295,1574]
table-cell: ट्रैक्टर न्यू हॉलैंड, इंजन नं.-S325045889 [851,1526,1128,1538]
table-cell: 13.2018 [1186,1406,1257,1418]
table-cell: मोटरसाइकिल हीरो ग्लैमर, इंजन नं.-JA06ECHGK5521 [851,1646,1128,1658]
table-cell: ट्रैक्टर महिंद्रा, इंजन नं.-RDAB3151, चेसिस नं.-A-7024 [851,1406,1128,1418]
table-cell [1258,1658,1295,1670]
table-cell: 13.2018 [1186,1514,1257,1526]
table-cell: मोटरसाइकिल होंडा शाइन, इंजन नं.-JC36E9123456 [851,1514,1128,1526]
table-cell: 13 [834,1394,852,1406]
table-row [834,1274,1295,1286]
table-cell: 06/8/2018 [1129,1382,1187,1394]
table-cell: ट्रैक्टर जॉन डियर, इंजन नं.-PY3029D112233 [851,1490,1128,1502]
table-cell: 31/7/2018 [1129,1298,1187,1310]
auction-header-cell: क्र. [834,1238,852,1250]
table-row [834,1406,1295,1418]
table-row [834,1514,1295,1526]
table-cell: ट्रैक्टर स्वराज 735, इंजन नं.-391219/SUB04561 [851,1454,1128,1466]
mela-photo [30,744,340,844]
table-cell [1258,1586,1295,1598]
table-cell: 22 [834,1502,852,1514]
page-number: 11 [1244,76,1298,114]
bjp-callout: रागिनी सिंह के कार्यालय पर गोलीबारी व पुलिस पर हमले की निंदा की [352,746,502,791]
table-cell [1258,1370,1295,1382]
table-cell: 09.2017 [1186,1262,1257,1274]
mela-byline: आजाद सिपाही संवाददाता [36,885,140,898]
camp-col2: प्लाट आवंटन के निवारण का कार्य किया जाएगा। इसके जागरूकता के लिए सीसीएल बीएंडके क्षेत्र के जीएम ऑफिस से जागरूकता रथ रवाना किया गया। जीएम चितरंजन कुमार ने हरी झंडी दिखाकर रथ को रवाना किया। उन्होंने बताया कि विस्थापितों की हर समस्याओं [510,1217,660,1338]
table-cell: मोटरसाइकिल स्प्लेंडर प्लस, इंजन नं.-HA10ELGHH3124 [851,1418,1128,1430]
lead-col1: धनबाद। जिले के गैरसरकारी स्कूल में पेन डे मना रही 10वीं की छात्राओं के साथ प्रिंसिपल द्वारा शर्ट उतरवाकर ब्लेजर में घर भेजे जाने को लेकर आरोपित प्रिंसिपल द्वारा माफी मांगने व प्रशासन की ओर से उन्हें क्लिन चिट दिये जाने के बावजूद जांच अभी भी जारी है। इसे लेकर बुधवार को बाल संरक्षण आयोग की टीम स्कूल पहुंची और मामले की जांच की। बताते चलें कि पेन डे मना रही छात्राओं के शर्ट उतरवाने के मामले में प्रिंसिपल ने [30,367,180,550]
table-cell: 12.2017 [1186,1274,1257,1286]
table-cell: 16.2019 [1186,1658,1257,1670]
table-cell [1258,1598,1295,1610]
table-cell: 09.2018 [1186,1286,1257,1298]
right-lead-byline: आजाद सिपाही संवाददाता [840,285,944,298]
table-cell: मोटरसाइकिल हीरो, इंजन नं.-HA10EJ12C4519 [851,1358,1128,1370]
auction-office: कार्यालयः वन प्रमंडल पदाधिकारी, वन्यप्राणी प्रमंडल, हजारीबाग [906,1087,1222,1103]
bjp-byline: आजाद सिपाही संवाददाता [362,801,466,814]
table-cell: 06/8/2018 [1129,1490,1187,1502]
table-row [834,1466,1295,1478]
footer-dots-center [620,2060,820,2074]
school-photo [188,360,498,480]
